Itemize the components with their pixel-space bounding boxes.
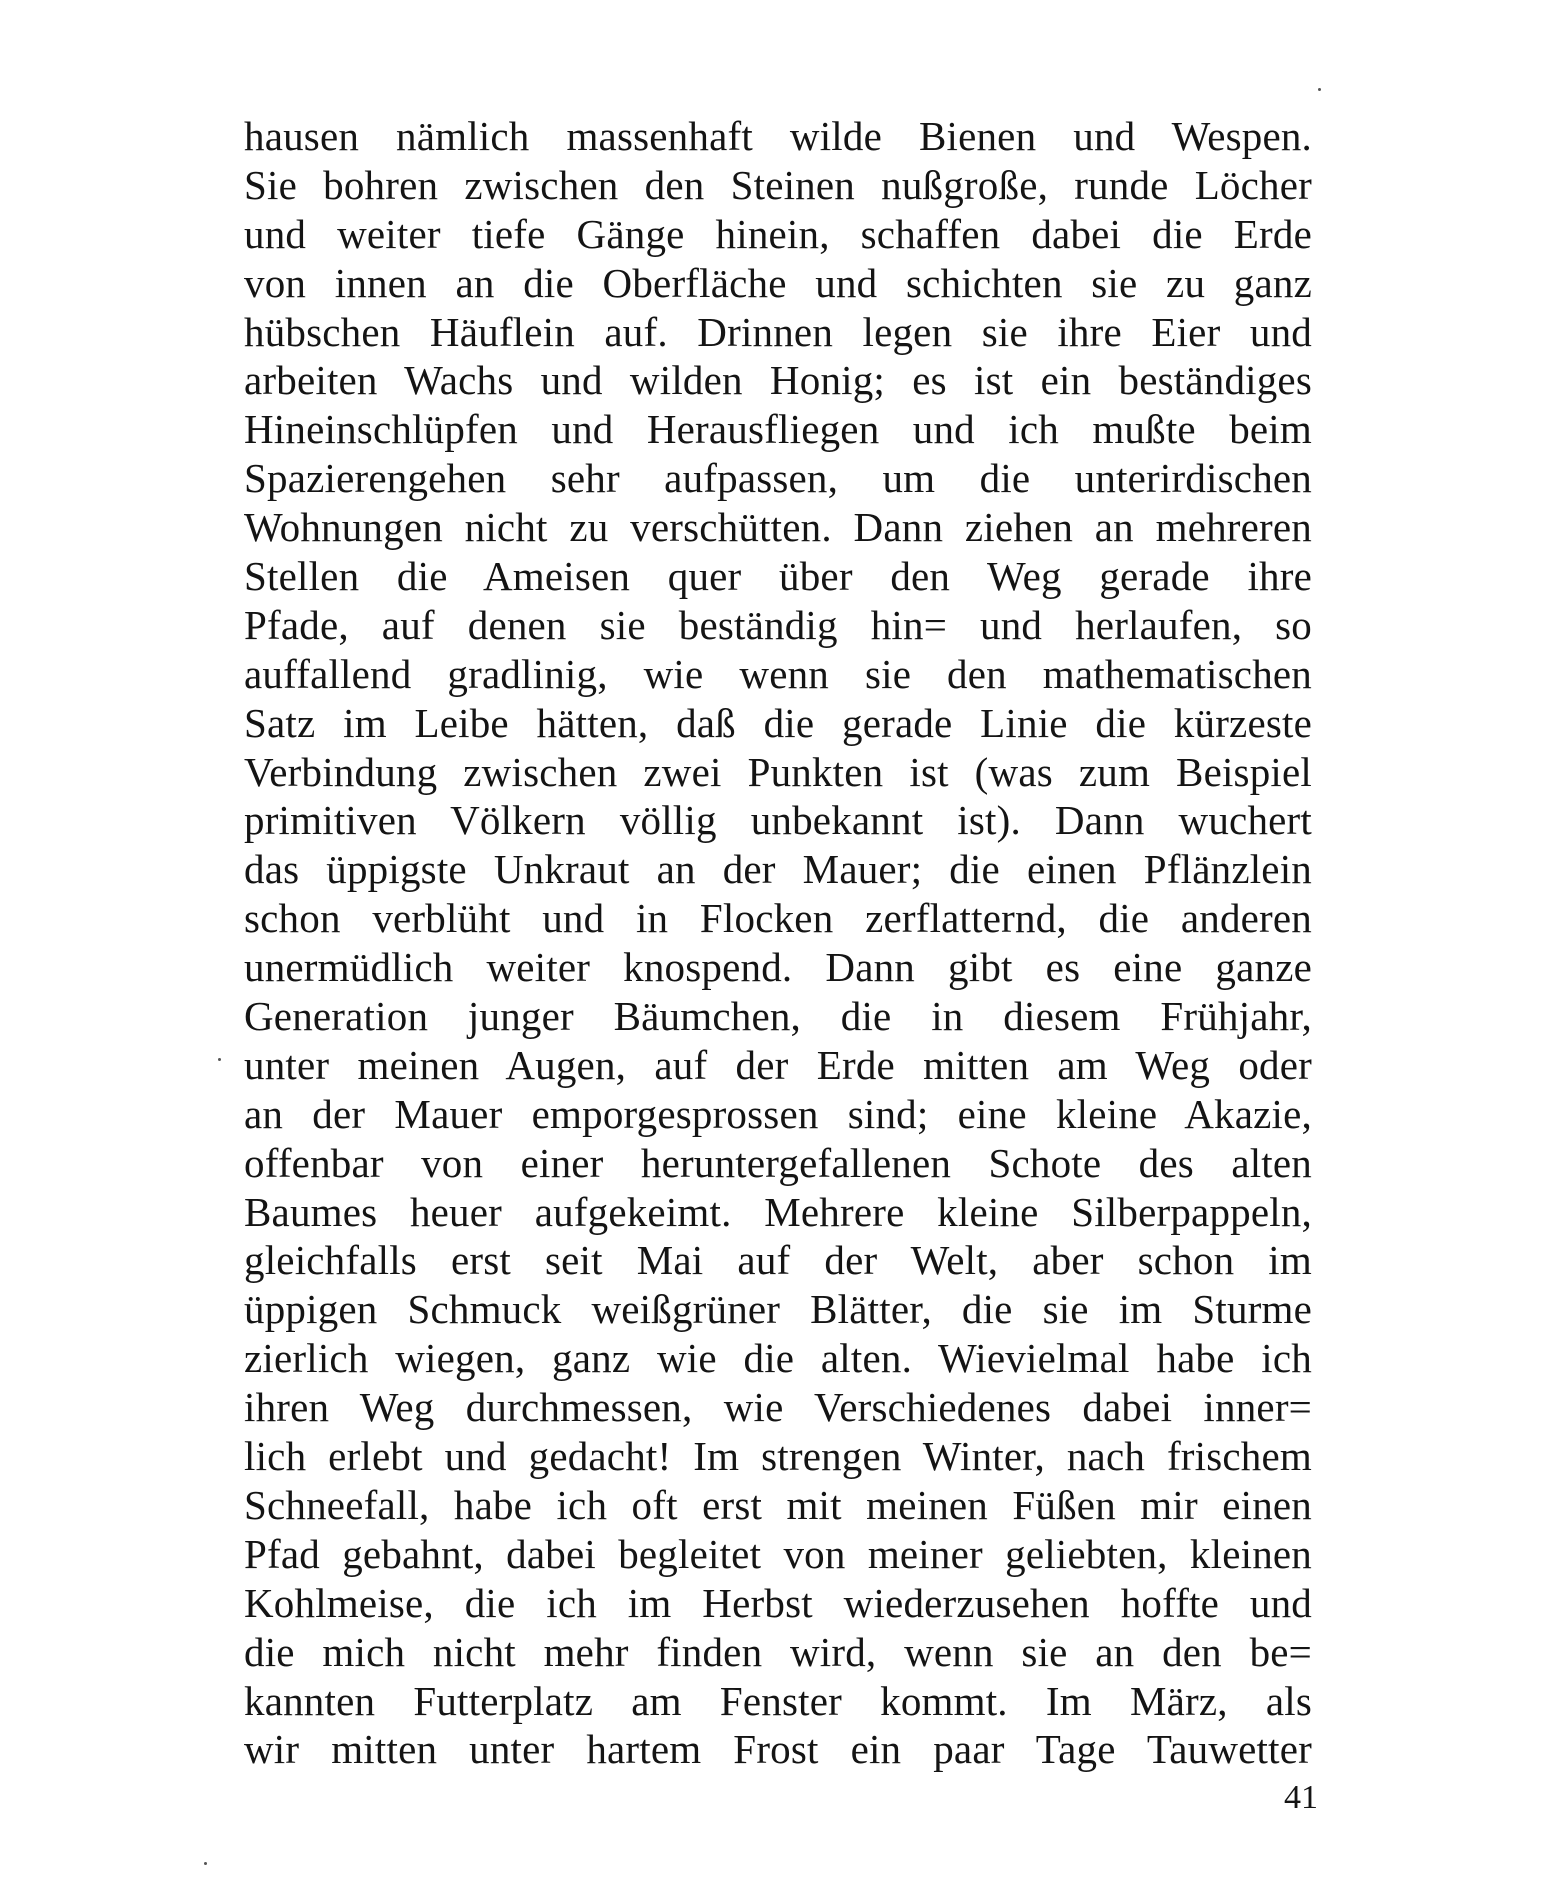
text-line: hübschen Häuflein auf. Drinnen legen sie ihre Eier und bbox=[244, 308, 1312, 355]
page-number: 41 bbox=[1284, 1779, 1318, 1816]
scan-speck bbox=[218, 1058, 221, 1061]
text-line: ihren Weg durchmessen, wie Verschiedenes dabei inner= bbox=[244, 1384, 1312, 1431]
text-line: üppigen Schmuck weißgrüner Blätter, die sie im Sturme bbox=[244, 1286, 1312, 1333]
text-line: lich erlebt und gedacht! Im strengen Winter, nach frischem bbox=[244, 1433, 1312, 1480]
text-line: und weiter tiefe Gänge hinein, schaffen dabei die Erde bbox=[244, 210, 1312, 257]
text-line: Pfade, auf denen sie beständig hin= und herlaufen, so bbox=[244, 601, 1312, 648]
text-line: Schneefall, habe ich oft erst mit meinen Füßen mir einen bbox=[244, 1481, 1312, 1528]
text-line: Generation junger Bäumchen, die in diesem Frühjahr, bbox=[244, 993, 1312, 1040]
text-line: Verbindung zwischen zwei Punkten ist (was zum Beispiel bbox=[244, 748, 1312, 795]
text-line: unermüdlich weiter knospend. Dann gibt es eine ganze bbox=[244, 944, 1312, 991]
text-line: kannten Futterplatz am Fenster kommt. Im März, als bbox=[244, 1677, 1312, 1724]
text-line: Wohnungen nicht zu verschütten. Dann ziehen an mehreren bbox=[244, 504, 1312, 551]
text-line: schon verblüht und in Flocken zerflatternd, die anderen bbox=[244, 895, 1312, 942]
text-line: hausen nämlich massenhaft wilde Bienen und Wespen. bbox=[244, 113, 1312, 159]
text-line: an der Mauer emporgesprossen sind; eine kleine Akazie, bbox=[244, 1090, 1312, 1137]
text-line: Baumes heuer aufgekeimt. Mehrere kleine Silberpappeln, bbox=[244, 1188, 1312, 1235]
text-line: Spazierengehen sehr aufpassen, um die unterirdischen bbox=[244, 455, 1312, 502]
text-line: Satz im Leibe hätten, daß die gerade Linie die kürzeste bbox=[244, 699, 1312, 746]
scan-speck bbox=[204, 1862, 207, 1865]
text-line: arbeiten Wachs und wilden Honig; es ist ein beständiges bbox=[244, 357, 1312, 404]
text-line: zierlich wiegen, ganz wie die alten. Wievielmal habe ich bbox=[244, 1335, 1312, 1382]
text-line: Stellen die Ameisen quer über den Weg gerade ihre bbox=[244, 553, 1312, 600]
text-line: Sie bohren zwischen den Steinen nußgroße, runde Löcher bbox=[244, 161, 1312, 208]
text-line: wir mitten unter hartem Frost ein paar Tage Tauwetter bbox=[244, 1726, 1312, 1773]
text-line: primitiven Völkern völlig unbekannt ist). Dann wuchert bbox=[244, 797, 1312, 844]
text-line: unter meinen Augen, auf der Erde mitten am Weg oder bbox=[244, 1041, 1312, 1088]
text-line: Kohlmeise, die ich im Herbst wiederzusehen hoffte und bbox=[244, 1579, 1312, 1626]
text-line: Pfad gebahnt, dabei begleitet von meiner geliebten, kleinen bbox=[244, 1530, 1312, 1577]
scan-speck bbox=[1318, 88, 1321, 91]
text-line: offenbar von einer heruntergefallenen Schote des alten bbox=[244, 1139, 1312, 1186]
body-text bbox=[244, 112, 1312, 1774]
text-line: die mich nicht mehr finden wird, wenn sie an den be= bbox=[244, 1628, 1312, 1675]
text-line: auffallend gradlinig, wie wenn sie den mathematischen bbox=[244, 650, 1312, 697]
text-line: das üppigste Unkraut an der Mauer; die einen Pflänzlein bbox=[244, 846, 1312, 893]
text-line: von innen an die Oberfläche und schichten sie zu ganz bbox=[244, 259, 1312, 306]
text-line: gleichfalls erst seit Mai auf der Welt, aber schon im bbox=[244, 1237, 1312, 1284]
text-line: Hineinschlüpfen und Herausfliegen und ich mußte beim bbox=[244, 406, 1312, 453]
